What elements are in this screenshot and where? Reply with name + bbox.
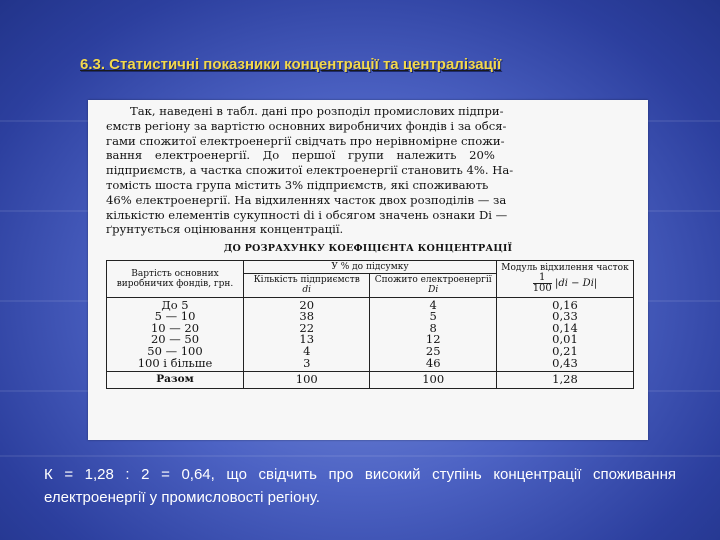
col4-header-label: Модуль відхилення часток: [501, 263, 629, 274]
cell-count: [244, 297, 370, 372]
range-item: 50 — 100: [147, 343, 203, 358]
formula-body: |di − Di|: [554, 278, 598, 290]
count-item: 13: [299, 332, 315, 347]
consumed-item: 4: [429, 297, 437, 312]
count-item: 20: [299, 297, 315, 312]
deviation-item: 0,21: [552, 343, 578, 358]
paragraph-line: кількістю елементів сукупності di і обсягом значень ознаки Di —: [106, 207, 508, 222]
col3-header: [370, 274, 496, 297]
consumed-item: 25: [425, 343, 441, 358]
range-item: 100 і більше: [137, 355, 213, 370]
col2-header: [244, 274, 370, 297]
paragraph-line: томість шоста група містить 3% підприємств, які споживають: [106, 177, 489, 192]
total-count: 100: [244, 372, 370, 389]
conclusion-text: К = 1,28 : 2 = 0,64, що свідчить про високий ступінь концентрації споживання електроенергії у промисловості регіону.: [44, 466, 676, 506]
range-item: 20 — 50: [150, 332, 200, 347]
scanned-textbook-page: [88, 100, 648, 440]
total-label: Разом: [107, 372, 244, 389]
deviation-item: 0,01: [552, 332, 578, 347]
deviation-item: 0,16: [552, 297, 578, 312]
col2-symbol: di: [302, 285, 312, 296]
col3-symbol: Di: [428, 285, 439, 296]
count-item: 38: [299, 309, 315, 324]
cell-deviation: [496, 297, 633, 372]
table-caption: ДО РОЗРАХУНКУ КОЕФІЦІЄНТА КОНЦЕНТРАЦІЇ: [223, 243, 513, 254]
table-total-row: [107, 372, 634, 389]
formula-denominator: 100: [532, 283, 552, 295]
cell-consumed: [370, 297, 496, 372]
total-deviation: 1,28: [496, 372, 633, 389]
consumed-item: 46: [425, 355, 441, 370]
slide-title: 6.3. Статистичні показники концентрації та централізації: [80, 56, 502, 73]
paragraph-line: 46% електроенергії. На відхиленнях часток двох розподілів — за: [106, 192, 507, 207]
col1-header: Вартість основних виробничих фондів, грн.: [107, 261, 244, 298]
paragraph-line: ємств регіону за вартістю основних виробничих фондів і за обся-: [106, 118, 507, 133]
concentration-table: [106, 260, 634, 389]
paragraph-line: вання електроенергії. До першої групи належить 20%: [106, 148, 495, 163]
paragraph-line: гами спожитої електроенергії свідчать про нерівномірне спожи-: [106, 133, 505, 148]
body-paragraph: [106, 104, 634, 237]
count-item: 4: [303, 343, 311, 358]
deviation-item: 0,43: [552, 355, 578, 370]
paragraph-line: підприємств, а частка спожитої електроенергії становить 4%. На-: [106, 163, 514, 178]
paragraph-line: Так, наведені в табл. дані про розподіл промислових підпри-: [130, 104, 504, 118]
cell-range: [107, 297, 244, 372]
consumed-item: 12: [425, 332, 441, 347]
range-item: 5 — 10: [154, 309, 196, 324]
consumed-item: 8: [429, 320, 437, 335]
deviation-item: 0,14: [552, 320, 578, 335]
range-item: 10 — 20: [150, 320, 200, 335]
total-consumed: 100: [370, 372, 496, 389]
count-item: 3: [303, 355, 311, 370]
group-header: У % до підсумку: [244, 261, 497, 274]
count-item: 22: [299, 320, 315, 335]
formula-numerator: 1: [533, 273, 552, 284]
range-item: До 5: [161, 297, 189, 312]
col4-header: [496, 261, 633, 298]
paragraph-line: ґрунтується оцінювання концентрації.: [106, 222, 344, 237]
deviation-item: 0,33: [552, 309, 578, 324]
consumed-item: 5: [429, 309, 437, 324]
col3-header-label: Спожито електроенергії: [374, 275, 492, 286]
deviation-formula: [533, 273, 598, 294]
col2-header-label: Кількість підприємств: [253, 275, 360, 286]
table-data-row: [107, 297, 634, 372]
